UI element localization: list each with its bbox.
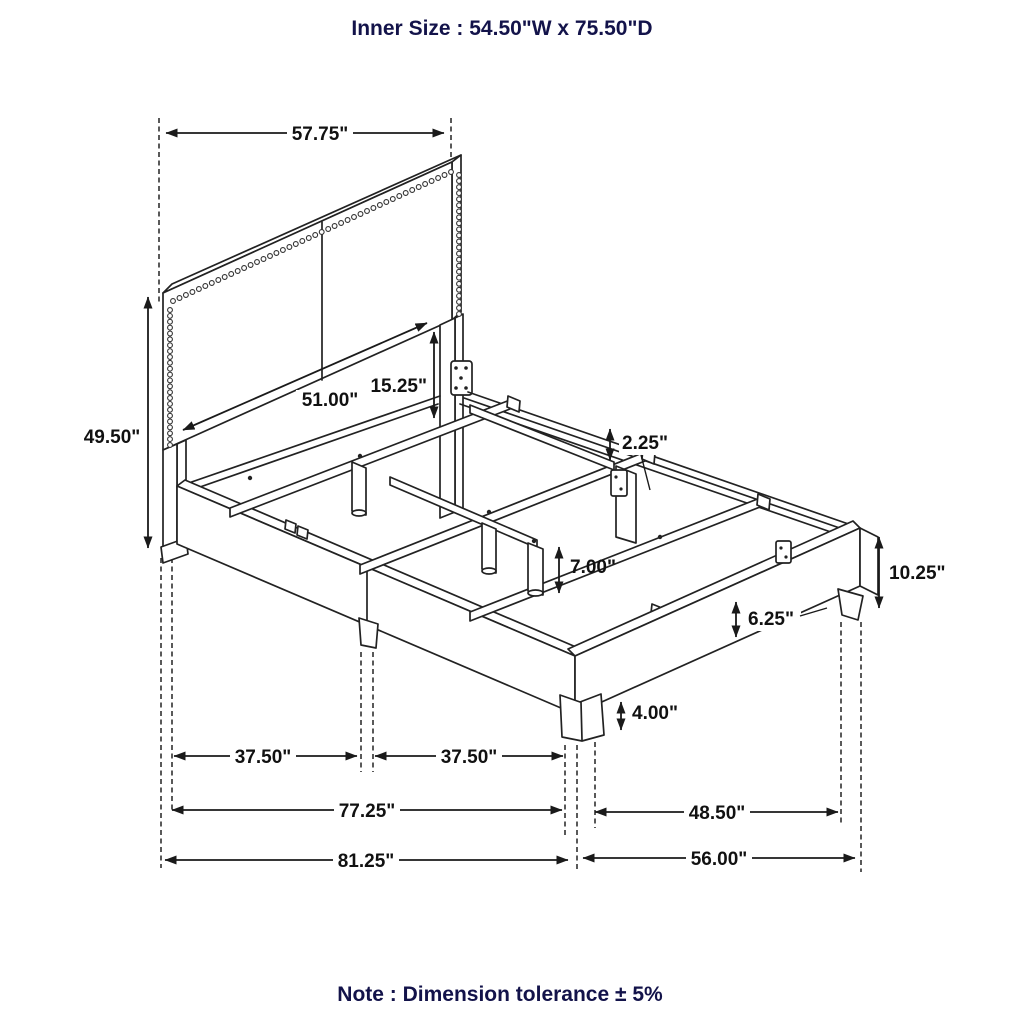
dimension-headboard-width	[166, 121, 444, 145]
tolerance-note: Note : Dimension tolerance ± 5%	[337, 983, 663, 1006]
svg-text:37.50": 37.50"	[440, 747, 498, 768]
dimension-overall-depth	[165, 848, 568, 872]
rail-bracket	[776, 541, 791, 563]
svg-text:4.00": 4.00"	[632, 703, 678, 724]
dimension-frame-length	[172, 798, 562, 822]
center-leg	[528, 543, 543, 596]
svg-text:37.50": 37.50"	[234, 747, 292, 768]
svg-text:48.50": 48.50"	[688, 803, 746, 824]
bed-frame-drawing	[161, 155, 878, 741]
svg-text:81.25": 81.25"	[337, 851, 395, 872]
page-title: Inner Size : 54.50"W x 75.50"D	[351, 17, 653, 40]
dimension-half-span-head	[174, 744, 357, 768]
svg-text:56.00": 56.00"	[690, 849, 748, 870]
dimension-foot-corner-height	[879, 537, 946, 608]
headboard-bracket	[451, 361, 472, 395]
svg-text:10.25": 10.25"	[889, 563, 946, 584]
center-leg	[352, 462, 366, 516]
rail-bracket	[611, 470, 627, 496]
dimension-foot-rail-span	[595, 800, 838, 824]
svg-text:6.25": 6.25"	[748, 609, 794, 630]
dimension-foot-leg-height	[621, 702, 678, 730]
svg-text:2.25": 2.25"	[622, 433, 668, 454]
center-leg	[482, 523, 496, 574]
svg-text:77.25": 77.25"	[338, 801, 396, 822]
svg-text:49.50": 49.50"	[83, 427, 141, 448]
svg-text:15.25": 15.25"	[370, 376, 427, 397]
dimension-center-leg-height	[559, 547, 616, 593]
dimension-headboard-height	[84, 297, 148, 548]
dimension-half-span-foot	[375, 744, 563, 768]
svg-text:57.75": 57.75"	[291, 124, 349, 145]
svg-text:51.00": 51.00"	[301, 390, 359, 411]
svg-text:7.00": 7.00"	[570, 557, 616, 578]
dimension-overall-width	[583, 846, 855, 870]
